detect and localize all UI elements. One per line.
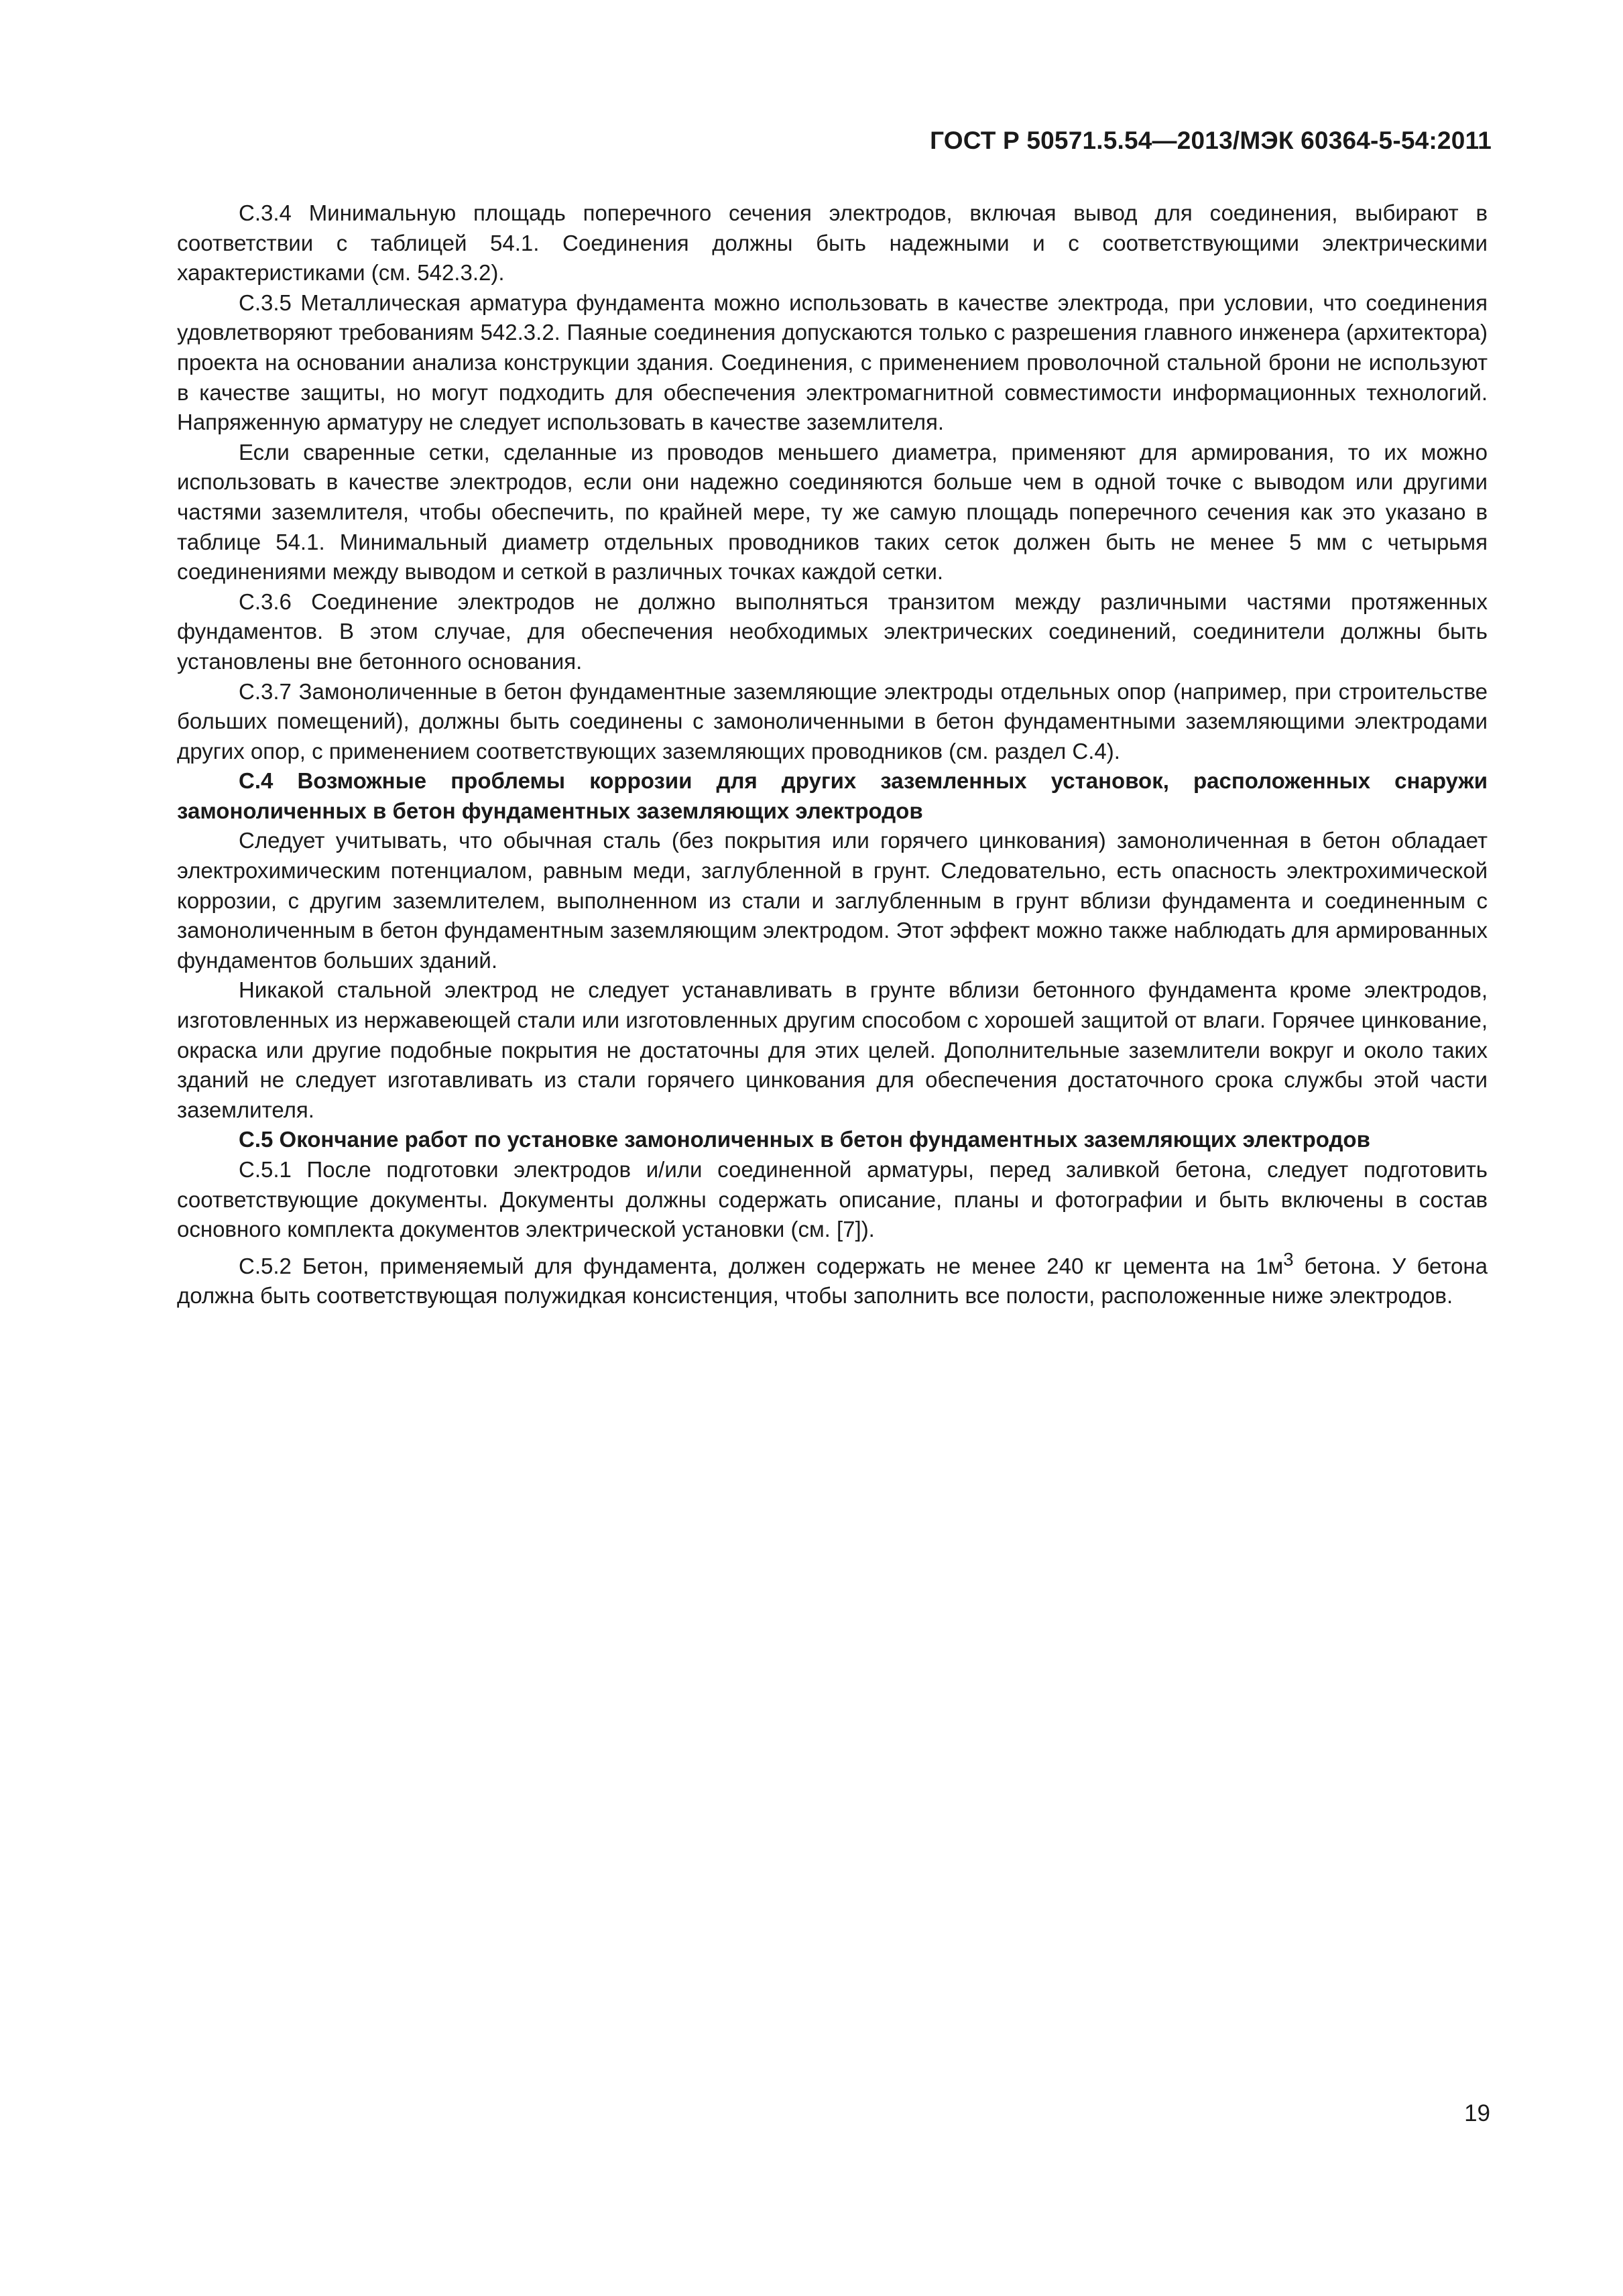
section-heading-c-4: С.4 Возможные проблемы коррозии для других заземленных установок, расположенных снаружи замоноличенных в бетон фундаментных заземляющих электродов [177,768,1488,823]
cubic-superscript: 3 [1283,1248,1294,1270]
section-heading-c-5: С.5 Окончание работ по установке замоноличенных в бетон фундаментных заземляющих электродов [239,1127,1370,1152]
paragraph-c-5-1: С.5.1 После подготовки электродов и/или соединенной арматуры, перед заливкой бетона, следует подготовить соответствующие документы. Документы должны содержать описание, планы и фотографии и быть включены в состав основного комплекта документов электрической установки (см. [7]). [177,1157,1488,1242]
page-number: 19 [1464,2100,1490,2126]
standard-id: ГОСТ Р 50571.5.54—2013/МЭК 60364-5-54:2011 [930,127,1492,154]
paragraph-c-3-7: С.3.7 Замоноличенные в бетон фундаментные заземляющие электроды отдельных опор (например, при строительстве больших помещений), должны быть соединены с замоноличенными в бетон фундаментными заземляющими электродами других опор, с применением соответствующих заземляющих проводников (см. раздел С.4). [177,678,1488,764]
paragraph-c-3-6: С.3.6 Соединение электродов не должно выполняться транзитом между различными частями протяженных фундаментов. В этом случае, для обеспечения необходимых электрических соединений, соединители должны быть установлены вне бетонного основания. [177,589,1488,674]
paragraph-welded-mesh: Если сваренные сетки, сделанные из проводов меньшего диаметра, применяют для армирования, то их можно использовать в качестве электродов, если они надежно соединяются больше чем в одной точке с выводом или другими частями заземлителя, чтобы обеспечить, по крайней мере, ту же самую площадь поперечного сечения как это указано в таблице 54.1. Минимальный диаметр отдельных проводников таких сеток должен быть не менее 5 мм с четырьмя соединениями между выводом и сеткой в различных точках каждой сетки. [177,439,1488,585]
c-5-2-text-after: бетона. У бетона должна быть соответствующая полужидкая консистенция, чтобы заполнить все полости, расположенные ниже электродов. [177,1253,1488,1309]
document-header [930,125,1492,157]
paragraph-c-3-5: С.3.5 Металлическая арматура фундамента можно использовать в качестве электрода, при условии, что соединения удовлетворяют требованиям 542.3.2. Паяные соединения допускаются только с разрешения главного инженера (архитектора) проекта на основании анализа конструкции здания. Соединения, с применением проволочной стальной брони не используют в качестве защиты, но могут подходить для обеспечения электромагнитной совместимости информационных технологий. Напряженную арматуру не следует использовать в качестве заземлителя. [177,290,1488,435]
paragraph-corrosion: Следует учитывать, что обычная сталь (без покрытия или горячего цинкования) замоноличенная в бетон обладает электрохимическим потенциалом, равным меди, заглубленной в грунт. Следовательно, есть опасность электрохимической коррозии, с другим заземлителем, выполненном из стали и заглубленным в грунт вблизи фундамента и соединенным с замоноличенным в бетон фундаментным заземляющим электродом. Этот эффект можно также наблюдать для армированных фундаментов больших зданий. [177,828,1488,973]
document-body [177,198,1488,1311]
c-5-2-text-before: С.5.2 Бетон, применяемый для фундамента, должен содержать не менее 240 кг цемента на 1м [239,1253,1284,1278]
paragraph-steel-electrode: Никакой стальной электрод не следует устанавливать в грунте вблизи бетонного фундамента кроме электродов, изготовленных из нержавеющей стали или изготовленных другим способом с хорошей защитой от влаги. Горячее цинкование, окраска или другие подобные покрытия не достаточны для этих целей. Дополнительные заземлители вокруг и около таких зданий не следует изготавливать из стали горячего цинкования для обеспечения достаточного срока службы этой части заземлителя. [177,977,1488,1122]
paragraph-c-5-2 [177,1245,1488,1311]
paragraph-c-3-4: С.3.4 Минимальную площадь поперечного сечения электродов, включая вывод для соединения, выбирают в соответствии с таблицей 54.1. Соединения должны быть надежными и с соответствующими электрическими характеристиками (см. 542.3.2). [177,200,1488,286]
